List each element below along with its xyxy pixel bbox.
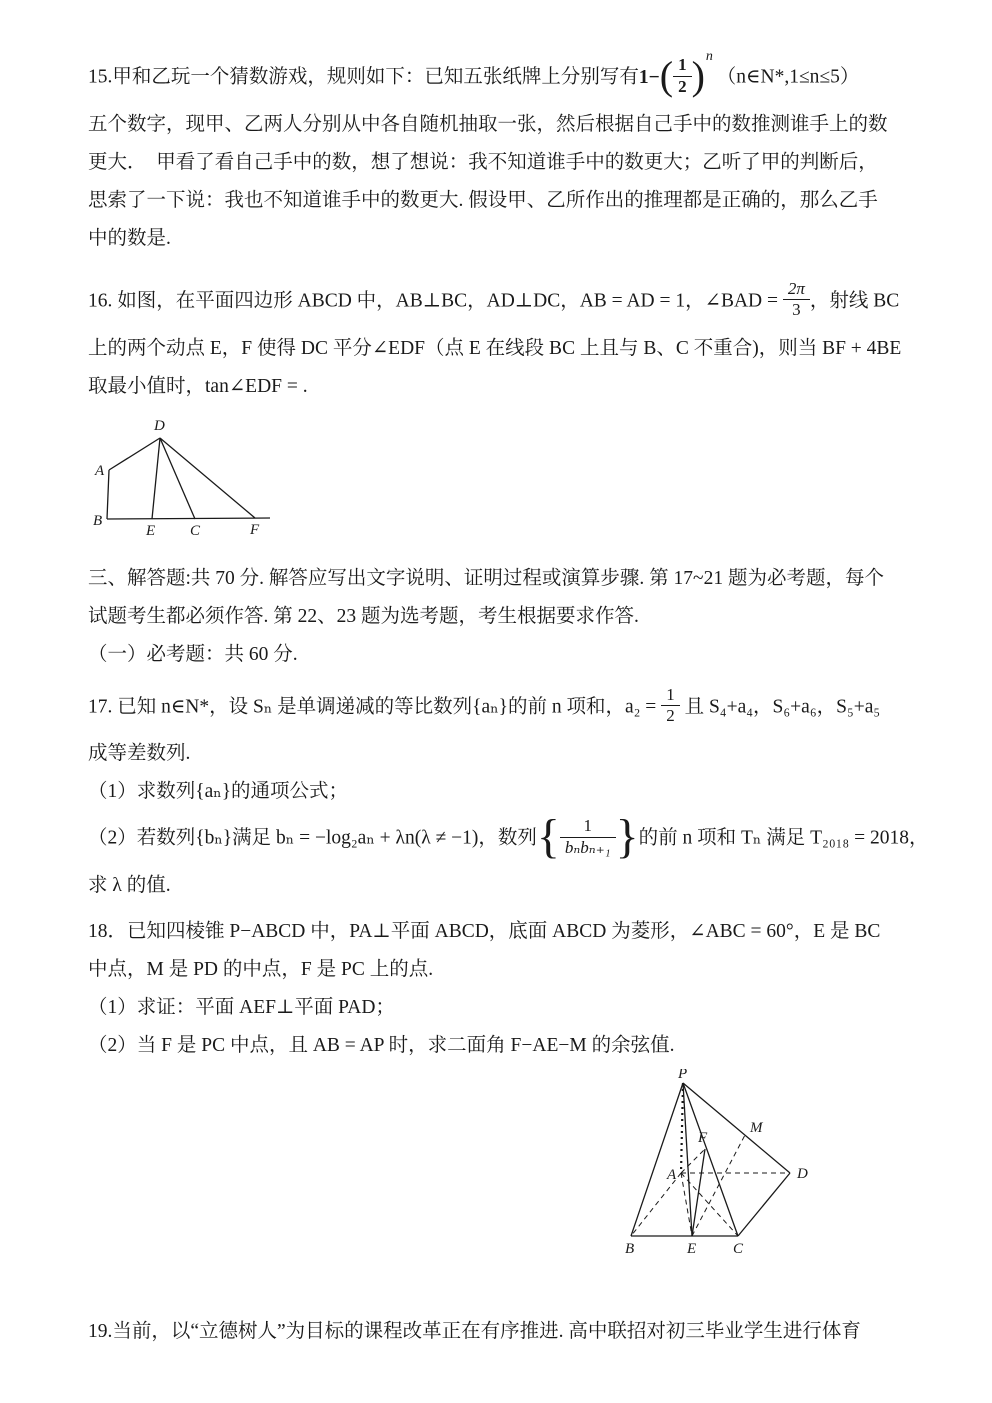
label-P: P bbox=[678, 1069, 688, 1083]
p16-text-b: ，射线 BC bbox=[809, 290, 900, 312]
label-B: B bbox=[625, 1241, 635, 1258]
p16-line-3: 取最小值时，tan∠EDF = . bbox=[88, 375, 308, 397]
problem-15 bbox=[88, 46, 928, 258]
p16-line-2: 上的两个动点 E，F 使得 DC 平分∠EDF（点 E 在线段 BC 上且与 B、C 不重合)，则当 BF + 4BE bbox=[88, 337, 902, 359]
baseline-BF bbox=[107, 518, 270, 519]
p15-line-4: 思索了一下说：我也不知道谁手中的数更大. 假设甲、乙所作出的推理都是正确的，那么乙手 bbox=[88, 189, 878, 211]
fraction-denominator: 3 bbox=[783, 299, 810, 320]
p17-text-b: 且 S₄+a₄，S₆+a₆，S₅+a₅ bbox=[684, 696, 881, 718]
p17-text-c: （2）若数列{bₙ}满足 bₙ = −log₂aₙ + λn(λ ≠ −1)，数列 bbox=[88, 827, 537, 849]
pyramid-figure bbox=[603, 1069, 818, 1275]
p15-text-a: 15.甲和乙玩一个猜数游戏，规则如下：已知五张纸牌上分别写有 bbox=[88, 66, 639, 88]
fraction-numerator: 1 bbox=[666, 684, 675, 704]
p16-line-1 bbox=[88, 274, 928, 330]
sec3-line-3: （一）必考题：共 60 分. bbox=[88, 643, 298, 665]
edge-PA-hidden bbox=[681, 1083, 683, 1173]
fraction-numerator: 2π bbox=[787, 278, 805, 298]
p17-text-d: 的前 n 项和 Tₙ 满足 T₂₀₁₈ = 2018， bbox=[638, 827, 929, 849]
problem-17 bbox=[88, 680, 928, 906]
problem-19 bbox=[88, 1313, 928, 1351]
label-M: M bbox=[750, 1120, 763, 1137]
left-brace: { bbox=[536, 810, 560, 864]
p17-line-3: （1）求数列{aₙ}的通项公式； bbox=[88, 781, 349, 803]
fraction-numerator: 1 bbox=[583, 816, 592, 836]
p15-line-2: 五个数字，现甲、乙两人分别从中各自随机抽取一张，然后根据自己手中的数推测谁手上的数 bbox=[88, 113, 888, 135]
sec3-line-2: 试题考生都必须作答. 第 22、23 题为选考题，考生根据要求作答. bbox=[88, 605, 639, 627]
label-C: C bbox=[733, 1241, 744, 1258]
quadrilateral-figure bbox=[92, 416, 928, 546]
p15-line-5: 中的数是. bbox=[88, 227, 171, 249]
p17-reciprocal-formula bbox=[536, 810, 639, 864]
problem-18 bbox=[88, 913, 928, 1275]
edge-DE bbox=[152, 438, 160, 519]
problem-16 bbox=[88, 274, 928, 546]
section-3-header bbox=[88, 560, 928, 674]
p15-formula-prefix: 1− bbox=[638, 66, 660, 88]
pyramid-figure-svg bbox=[603, 1069, 818, 1269]
p18-line-2: 中点，M 是 PD 的中点，F 是 PC 上的点. bbox=[88, 959, 434, 981]
reciprocal-fraction bbox=[560, 816, 616, 858]
quadrilateral-figure-svg bbox=[92, 416, 292, 540]
label-F: F bbox=[250, 521, 260, 538]
p17-line-1 bbox=[88, 680, 928, 736]
p17-line-2: 成等差数列. bbox=[88, 743, 191, 765]
p15-formula bbox=[638, 49, 713, 99]
p17-text-a: 17. 已知 n∈N*，设 Sₙ 是单调递减的等比数列{aₙ}的前 n 项和，a₂ = bbox=[88, 696, 657, 718]
p16-text-a: 16. 如图，在平面四边形 ABCD 中，AB⊥BC，AD⊥DC，AB = AD = 1，∠BAD = bbox=[88, 290, 779, 312]
label-C: C bbox=[190, 522, 201, 539]
one-half-fraction bbox=[673, 55, 692, 97]
right-brace: } bbox=[615, 810, 639, 864]
label-D: D bbox=[797, 1166, 808, 1183]
p19-line-1: 19.当前，以“立德树人”为目标的课程改革正在有序推进. 高中联招对初三毕业学生进行体育 bbox=[88, 1321, 861, 1343]
left-paren: ( bbox=[659, 53, 674, 99]
p18-line-3: （1）求证：平面 AEF⊥平面 PAD； bbox=[88, 997, 395, 1019]
sec3-line-1: 三、解答题:共 70 分. 解答应写出文字说明、证明过程或演算步骤. 第 17~21 题为必考题，每个 bbox=[88, 567, 884, 589]
edge-AD bbox=[109, 438, 160, 470]
p18-line-4: （2）当 F 是 PC 中点，且 AB = AP 时，求二面角 F−AE−M 的余弦值. bbox=[88, 1035, 675, 1057]
p15-line-3: 更大． 甲看了看自己手中的数，想了想说：我不知道谁手中的数更大；乙听了甲的判断后， bbox=[88, 151, 878, 173]
label-F: F bbox=[698, 1130, 708, 1147]
p15-line-1 bbox=[88, 46, 928, 106]
edge-DC bbox=[160, 438, 195, 519]
label-D: D bbox=[154, 417, 165, 434]
right-paren: ) bbox=[691, 53, 705, 99]
label-E: E bbox=[687, 1241, 697, 1258]
fraction-denominator: 2 bbox=[673, 76, 692, 97]
label-A: A bbox=[95, 462, 105, 479]
fraction-denominator: bₙbₙ₊₁ bbox=[560, 837, 616, 858]
label-B: B bbox=[93, 512, 103, 529]
label-A: A bbox=[667, 1167, 677, 1184]
segment-EF bbox=[692, 1149, 705, 1236]
two-pi-thirds-fraction bbox=[783, 279, 810, 321]
fraction-denominator: 2 bbox=[661, 705, 680, 726]
p17-line-4 bbox=[88, 811, 928, 867]
edge-CD bbox=[738, 1173, 790, 1236]
label-E: E bbox=[146, 522, 156, 539]
exponent-n: n bbox=[705, 49, 713, 64]
fraction-numerator: 1 bbox=[678, 55, 687, 75]
one-half-fraction bbox=[661, 685, 680, 727]
p15-text-c: （n∈N*,1≤n≤5） bbox=[716, 66, 860, 88]
p18-line-1: 18．已知四棱锥 P−ABCD 中，PA⊥平面 ABCD，底面 ABCD 为菱形，∠ABC = 60°，E 是 BC bbox=[88, 921, 881, 943]
edge-AB bbox=[107, 470, 109, 519]
edge-DF bbox=[160, 438, 255, 518]
edge-PB bbox=[631, 1083, 683, 1236]
p17-line-5: 求 λ 的值. bbox=[88, 875, 171, 897]
